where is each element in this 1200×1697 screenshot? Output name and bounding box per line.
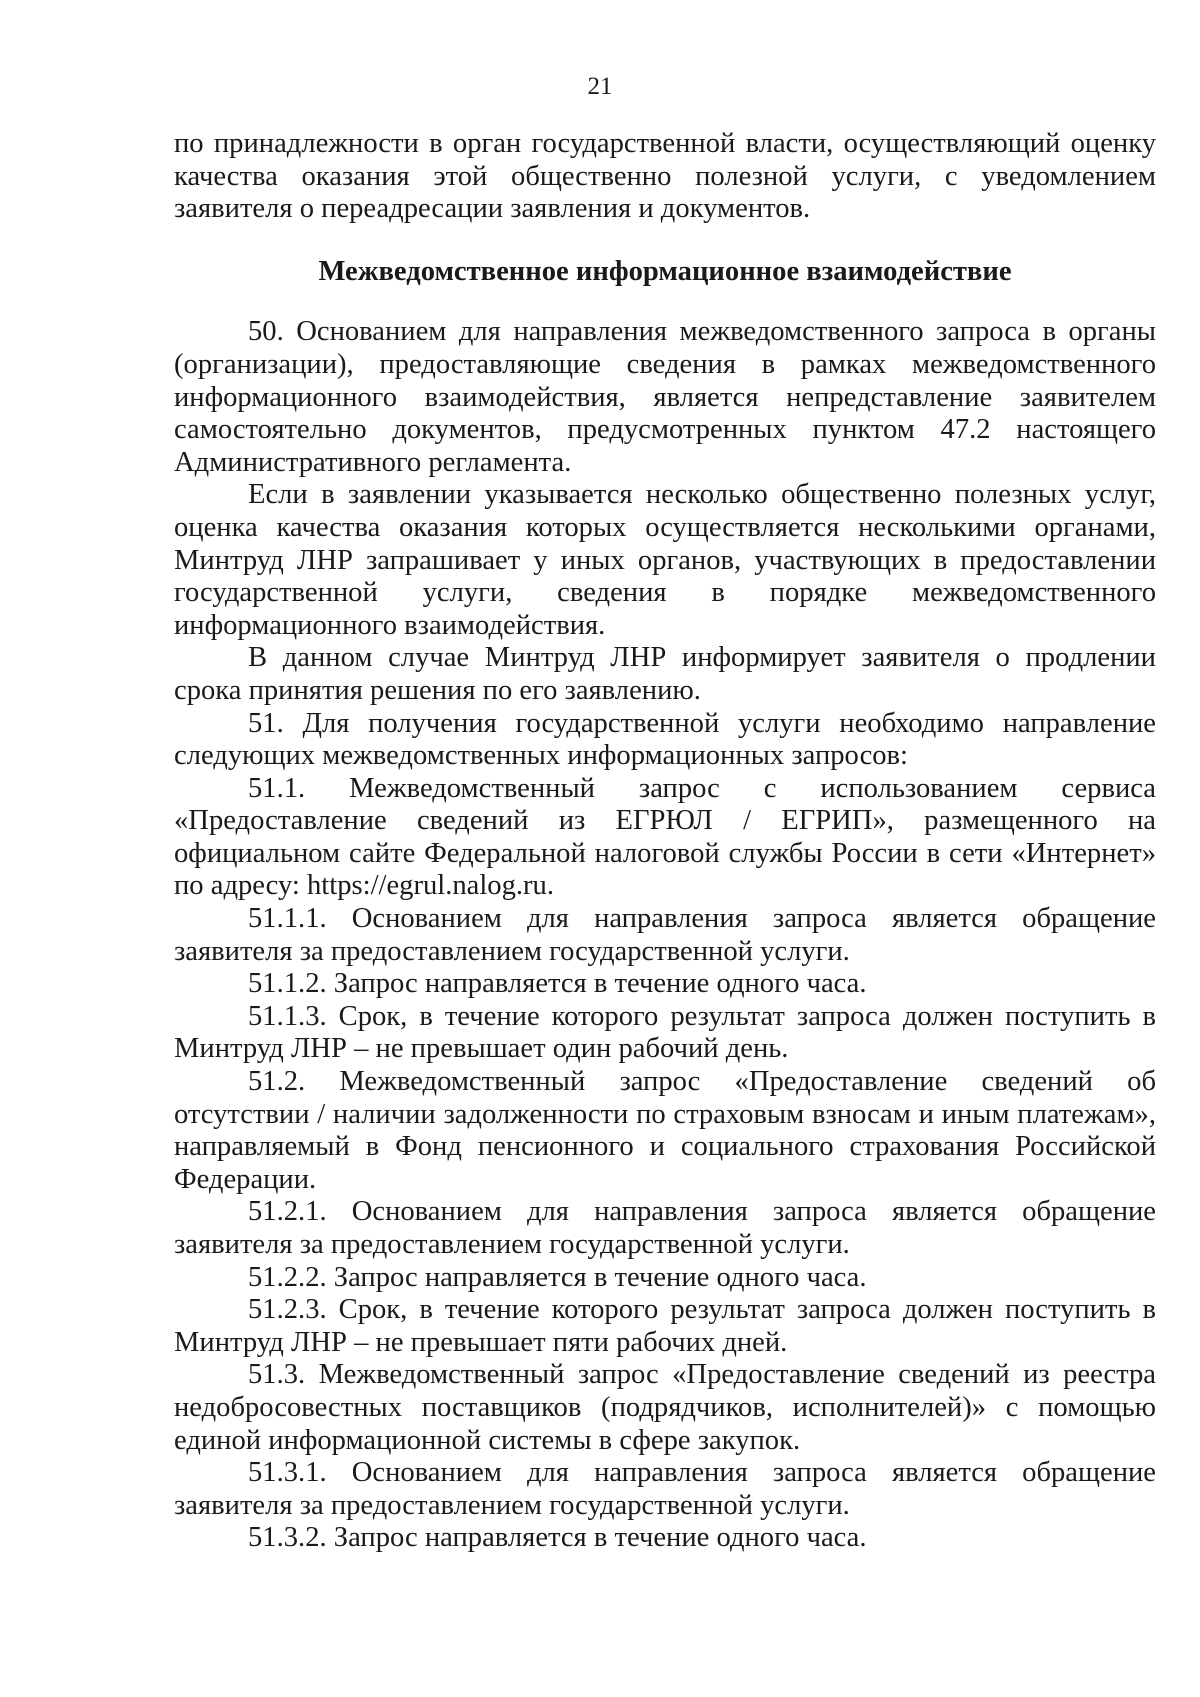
paragraph-51-3: 51.3. Межведомственный запрос «Предоставление сведений из реестра недобросовестных поставщиков (подрядчиков, исполнителей)» с помощью единой информационной системы в сфере закупок.	[174, 1359, 1156, 1456]
paragraph-51: 51. Для получения государственной услуги необходимо направление следующих межведомственных информационных запросов:	[174, 707, 1156, 772]
section-heading: Межведомственное информационное взаимодействие	[318, 255, 1012, 287]
paragraph-51-2-3: 51.2.3. Срок, в течение которого результат запроса должен поступить в Минтруд ЛНР – не превышает пяти рабочих дней.	[174, 1294, 1156, 1358]
paragraph-51-3-2: 51.3.2. Запрос направляется в течение одного часа.	[248, 1522, 867, 1554]
paragraph-51-2: 51.2. Межведомственный запрос «Предоставление сведений об отсутствии / наличии задолженности по страховым взносам и иным платежам», направляемый в Фонд пенсионного и социального страхования Российской Федерации.	[174, 1066, 1156, 1195]
paragraph-51-1-2: 51.1.2. Запрос направляется в течение одного часа.	[248, 968, 867, 1000]
intro-paragraph: по принадлежности в орган государственной власти, осуществляющий оценку качества оказания этой общественно полезной услуги, с уведомлением заявителя о переадресации заявления и документов.	[174, 128, 1156, 225]
paragraph-multiple-services: Если в заявлении указывается несколько общественно полезных услуг, оценка качества оказания которых осуществляется несколькими органами, Минтруд ЛНР запрашивает у иных органов, участвующих в предоставлении государственной услуги, сведения в порядке межведомственного информационного взаимодействия.	[174, 479, 1156, 641]
paragraph-extension-notice: В данном случае Минтруд ЛНР информирует заявителя о продлении срока принятия решения по его заявлению.	[174, 642, 1156, 706]
paragraph-51-2-2: 51.2.2. Запрос направляется в течение одного часа.	[248, 1261, 867, 1293]
paragraph-51-1-1: 51.1.1. Основанием для направления запроса является обращение заявителя за предоставлением государственной услуги.	[174, 903, 1156, 967]
page-number: 21	[587, 73, 613, 100]
document-body	[174, 128, 1156, 1555]
paragraph-51-3-1: 51.3.1. Основанием для направления запроса является обращение заявителя за предоставлением государственной услуги.	[174, 1457, 1156, 1521]
paragraph-50: 50. Основанием для направления межведомственного запроса в органы (организации), предоставляющие сведения в рамках межведомственного информационного взаимодействия, является непредставление заявителем самостоятельно документов, предусмотренных пунктом 47.2 настоящего Административного регламента.	[174, 316, 1156, 478]
paragraph-51-2-1: 51.2.1. Основанием для направления запроса является обращение заявителя за предоставлением государственной услуги.	[174, 1196, 1156, 1260]
paragraph-51-1: 51.1. Межведомственный запрос с использованием сервиса «Предоставление сведений из ЕГРЮЛ / ЕГРИП», размещенного на официальном сайте Федеральной налоговой службы России в сети «Интернет» по адресу: https://egrul.nalog.ru.	[174, 772, 1156, 902]
paragraph-51-1-3: 51.1.3. Срок, в течение которого результат запроса должен поступить в Минтруд ЛНР – не превышает один рабочий день.	[174, 1000, 1156, 1065]
